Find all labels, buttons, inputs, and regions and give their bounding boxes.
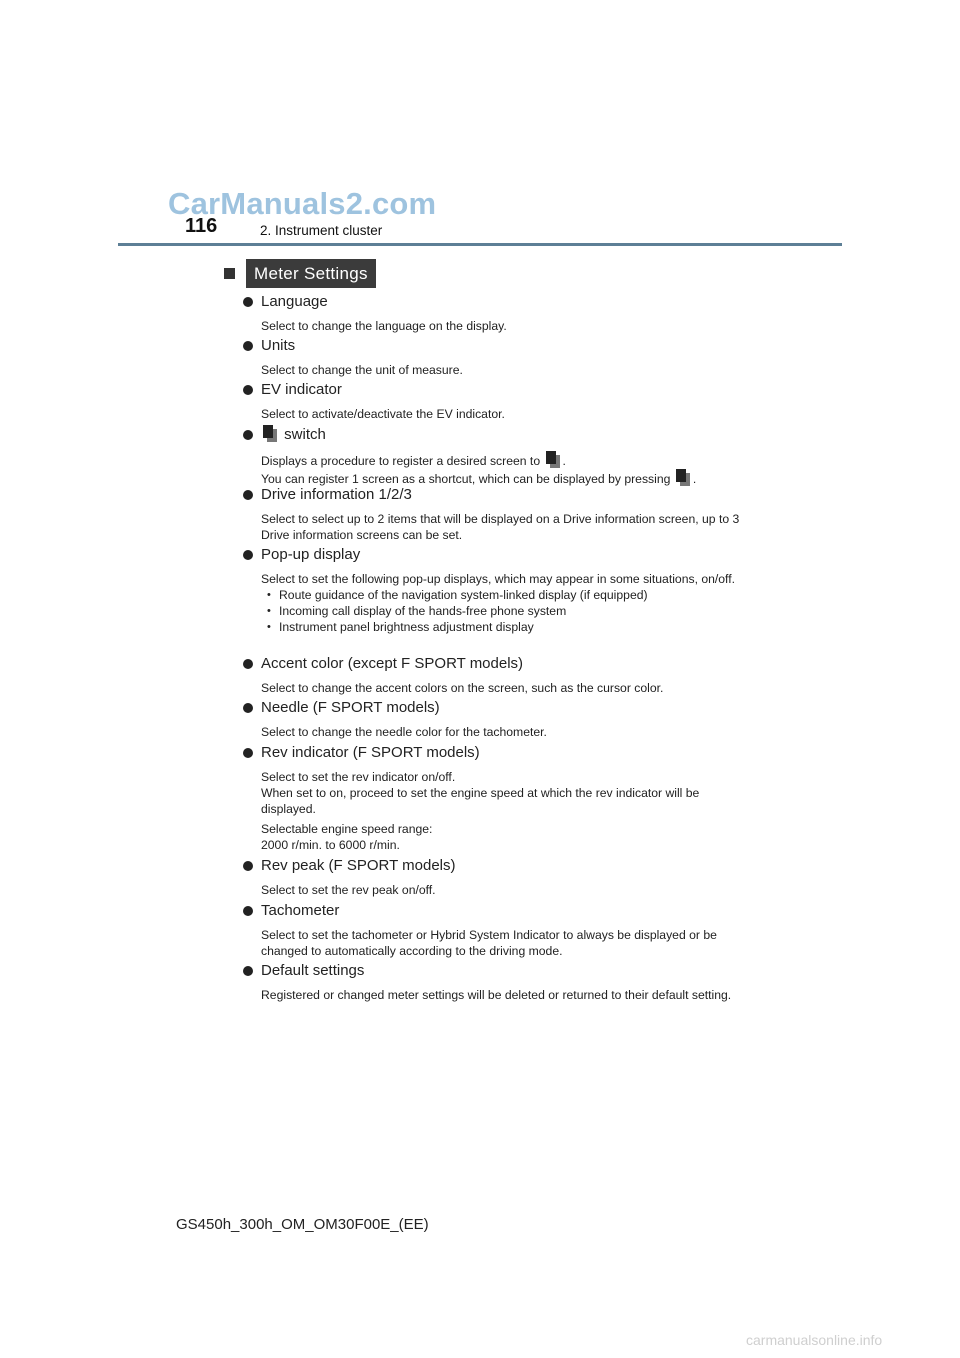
watermark-footer: carmanualsonline.info	[746, 1332, 883, 1348]
list-item	[243, 292, 753, 336]
bullet-icon	[243, 385, 253, 395]
list-item	[243, 856, 753, 901]
sub-list-item: • Instrument panel brightness adjustment display	[267, 619, 753, 635]
bullet-icon	[243, 341, 253, 351]
screen-shortcut-icon	[545, 451, 560, 468]
item-desc: Select to set the tachometer or Hybrid System Indicator to always be displayed or be changed to automatically according to the driving mode.	[261, 928, 717, 958]
settings-list	[243, 292, 753, 1021]
item-title: Rev peak (F SPORT models)	[261, 857, 456, 874]
item-title: EV indicator	[261, 381, 342, 398]
sub-list-item: • Route guidance of the navigation system-linked display (if equipped)	[267, 587, 753, 603]
item-title: switch	[280, 426, 326, 443]
screen-shortcut-icon	[262, 425, 277, 442]
item-desc: Select to set the rev indicator on/off.	[261, 770, 456, 784]
list-item	[243, 698, 753, 743]
meter-settings-heading: Meter Settings	[246, 259, 376, 288]
bullet-icon	[243, 550, 253, 560]
bullet-icon	[243, 430, 253, 440]
bullet-icon	[243, 659, 253, 669]
header-rule	[118, 243, 842, 246]
item-desc: Select to activate/deactivate the EV indicator.	[261, 407, 505, 421]
item-desc: Displays a procedure to register a desired screen to .	[261, 451, 753, 469]
item-title: Drive information 1/2/3	[261, 486, 412, 503]
square-bullet-icon	[224, 268, 235, 279]
item-desc: 2000 r/min. to 6000 r/min.	[261, 838, 400, 852]
item-desc: Select to change the unit of measure.	[261, 363, 463, 377]
list-item	[243, 485, 753, 545]
item-desc: Select to set the following pop-up displays, which may appear in some situations, on/off.	[261, 572, 735, 586]
list-item	[243, 743, 753, 856]
item-title: Rev indicator (F SPORT models)	[261, 744, 480, 761]
item-desc: Registered or changed meter settings will be deleted or returned to their default setting.	[261, 988, 732, 1002]
item-desc: Select to change the language on the display.	[261, 319, 507, 333]
bullet-icon	[243, 906, 253, 916]
sub-list-item: • Incoming call display of the hands-free phone system	[267, 603, 753, 619]
item-desc: When set to on, proceed to set the engine speed at which the rev indicator will be displayed.	[261, 786, 700, 816]
bullet-icon	[243, 703, 253, 713]
item-desc: Select to select up to 2 items that will be displayed on a Drive information screen, up to 3 Drive information screens can be set.	[261, 512, 740, 542]
item-desc: Select to set the rev peak on/off.	[261, 883, 436, 897]
watermark-logo: CarManuals2.com	[168, 186, 437, 221]
bullet-icon	[243, 297, 253, 307]
document-code: GS450h_300h_OM_OM30F00E_(EE)	[176, 1216, 429, 1233]
item-desc: Select to change the accent colors on the screen, such as the cursor color.	[261, 681, 664, 695]
item-desc: You can register 1 screen as a shortcut, which can be displayed by pressing .	[261, 469, 753, 487]
item-title: Tachometer	[261, 902, 340, 919]
section-title: 2. Instrument cluster	[260, 223, 383, 238]
list-item	[243, 654, 753, 698]
item-title: Units	[261, 337, 296, 354]
item-title: Accent color (except F SPORT models)	[261, 655, 524, 672]
bullet-icon	[243, 861, 253, 871]
bullet-icon	[243, 748, 253, 758]
bullet-icon	[243, 490, 253, 500]
item-title: Language	[261, 293, 328, 310]
list-item	[243, 336, 753, 380]
list-item	[243, 425, 753, 485]
list-item	[243, 901, 753, 961]
item-desc: Selectable engine speed range:	[261, 822, 433, 836]
list-item	[243, 961, 753, 1021]
screen-shortcut-icon	[675, 469, 690, 486]
list-item	[243, 545, 753, 654]
item-title: Pop-up display	[261, 546, 361, 563]
item-title: Default settings	[261, 962, 365, 979]
item-title: Needle (F SPORT models)	[261, 699, 440, 716]
list-item	[243, 380, 753, 425]
item-desc: Select to change the needle color for the tachometer.	[261, 725, 547, 739]
bullet-icon	[243, 966, 253, 976]
page-number: 116	[185, 215, 218, 237]
